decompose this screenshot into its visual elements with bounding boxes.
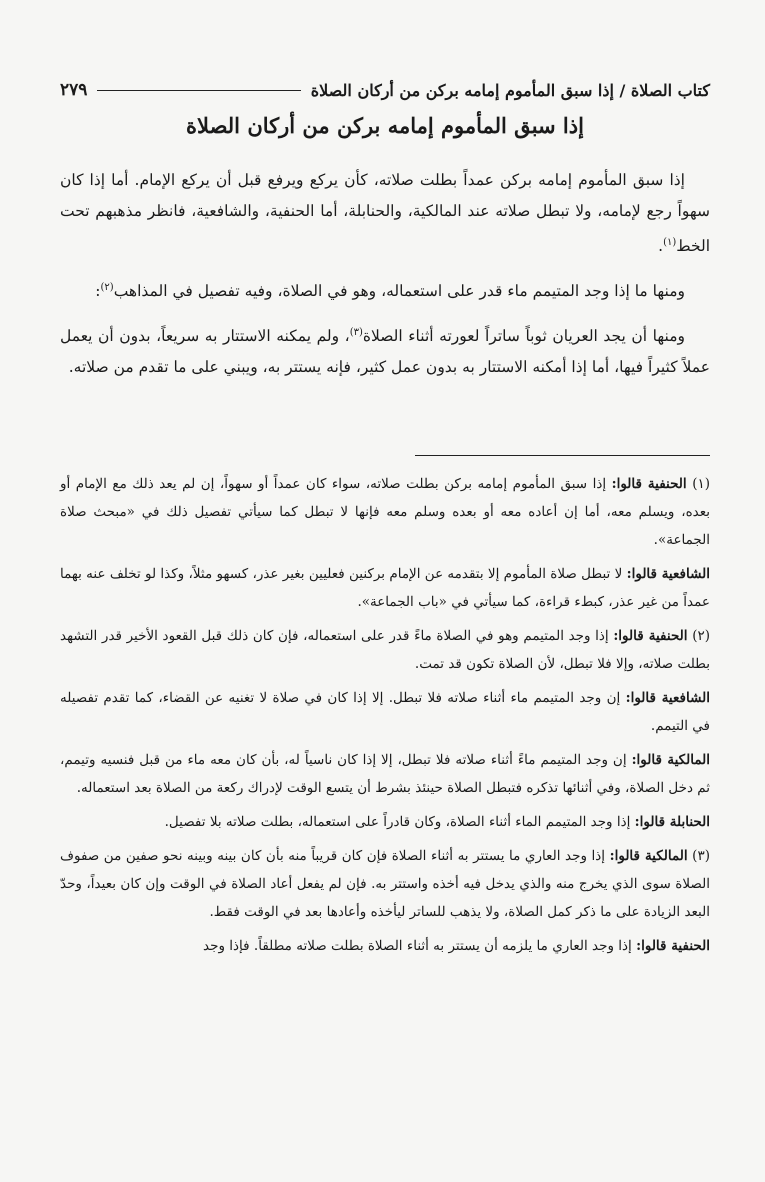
footnote-1: (١) الحنفية قالوا: إذا سبق المأموم إمامه بركن بطلت صلاته، سواء كان عمداً أو سهواً، إن لم يعد ذلك مع الإمام أو بعده، ويسلم معه، أما إن أعاده معه أو بعده وسلم معه فإنها لا تبطل كما سيأتي تفصيل ذلك في «مبحث صلاة الجماعة». bbox=[60, 476, 711, 548]
footnote-ref-1: (١) bbox=[663, 237, 677, 248]
running-header bbox=[60, 70, 710, 110]
footnote-separator bbox=[415, 455, 710, 456]
footnote-2-maliki: المالكية قالوا: إن وجد المتيمم ماءً أثناء صلاته فلا تبطل، إلا إذا كان ناسياً له، بأن كان معه ماء من قبل فنسيه وتيمم، ثم دخل الصلاة، وفي أثنائها تذكره فتبطل الصلاة حينئذ بشرط أن يتسع الوقت لإدراك ركعة من الصلاة بعد استعماله. bbox=[60, 752, 710, 796]
running-title: كتاب الصلاة / إذا سبق المأموم إمامه بركن من أركان الصلاة bbox=[310, 80, 710, 100]
footnote-3: (٣) المالكية قالوا: إذا وجد العاري ما يستتر به أثناء الصلاة فإن كان قريباً منه بأن كان بينه وبينه نحو صفين من صفوف الصلاة سوى الذي يخرج منه والذي يدخل فيه أخذه واستتر به. فإن لم يفعل أعاد الصلاة في الوقت وإن كان بعيداً، وحدّ البعد الزيادة على ما ذكر كمل الصلاة، ولا يذهب للساتر ليأخذه وأعادها بعد في الوقت فقط. bbox=[60, 848, 710, 920]
footnote-ref-2: (٢) bbox=[100, 282, 114, 294]
header-rule bbox=[97, 90, 300, 91]
section-heading: إذا سبق المأموم إمامه بركن من أركان الصلاة bbox=[186, 113, 584, 138]
footnote-2: (٢) الحنفية قالوا: إذا وجد المتيمم وهو في الصلاة ماءً قدر على استعماله، فإن كان ذلك قبل القعود الأخير قدر التشهد بطلت صلاته، وإلا فلا تبطل، لأن الصلاة تكون قد تمت. bbox=[60, 628, 711, 672]
page-number: ٢٧٩ bbox=[60, 80, 88, 100]
footnotes bbox=[60, 470, 710, 966]
paragraph-3: ومنها أن يجد العريان ثوباً ساتراً لعورته أثناء الصلاة$^{(٣)}$، ولم يمكنه الاستتار به سريعاً، بدون أن يعمل عملاً كثيراً فيها، أما إذا أمكنه الاستتار به بدون عمل كثير، فإنه يستتر به، ويبني على ما تقدم من صلاته. bbox=[60, 327, 710, 377]
footnote-2-hanbali: الحنابلة قالوا: إذا وجد المتيمم الماء أثناء الصلاة، وكان قادراً على استعماله، بطلت صلاته بلا تفصيل. bbox=[164, 814, 710, 830]
footnote-1-shafii: الشافعية قالوا: لا تبطل صلاة المأموم إلا بتقدمه عن الإمام بركنين فعليين بغير عذر، كسهو مثلاً، وكذا لو تخلف عنه بهما عمداً من غير عذر، كبطء قراءة، كما سيأتي في «باب الجماعة». bbox=[59, 566, 710, 610]
footnote-3-hanafi: الحنفية قالوا: إذا وجد العاري ما يلزمه أن يستتر به أثناء الصلاة بطلت صلاته مطلقاً. فإذا وجد bbox=[203, 938, 710, 954]
main-text bbox=[60, 165, 710, 393]
footnote-2-shafii: الشافعية قالوا: إن وجد المتيمم ماء أثناء صلاته فلا تبطل. إلا إذا كان في صلاة لا تغنيه عن القضاء، كما تقدم تفصيله في التيمم. bbox=[60, 690, 710, 734]
paragraph-2: ومنها ما إذا وجد المتيمم ماء قدر على استعماله، وهو في الصلاة، وفيه تفصيل في المذاهب$^{(٢)}$: bbox=[95, 282, 685, 301]
footnote-ref-3: (٣) bbox=[349, 327, 363, 339]
paragraph-1: إذا سبق المأموم إمامه بركن عمداً بطلت صلاته، كأن يركع ويرفع قبل أن يركع الإمام. أما إذا كان سهواً رجع لإمامه، ولا تبطل صلاته عند المالكية، والحنابلة، أما الحنفية، والشافعية، فانظر مذهبهم تحت الخط$^{(١)}$. bbox=[60, 171, 710, 256]
